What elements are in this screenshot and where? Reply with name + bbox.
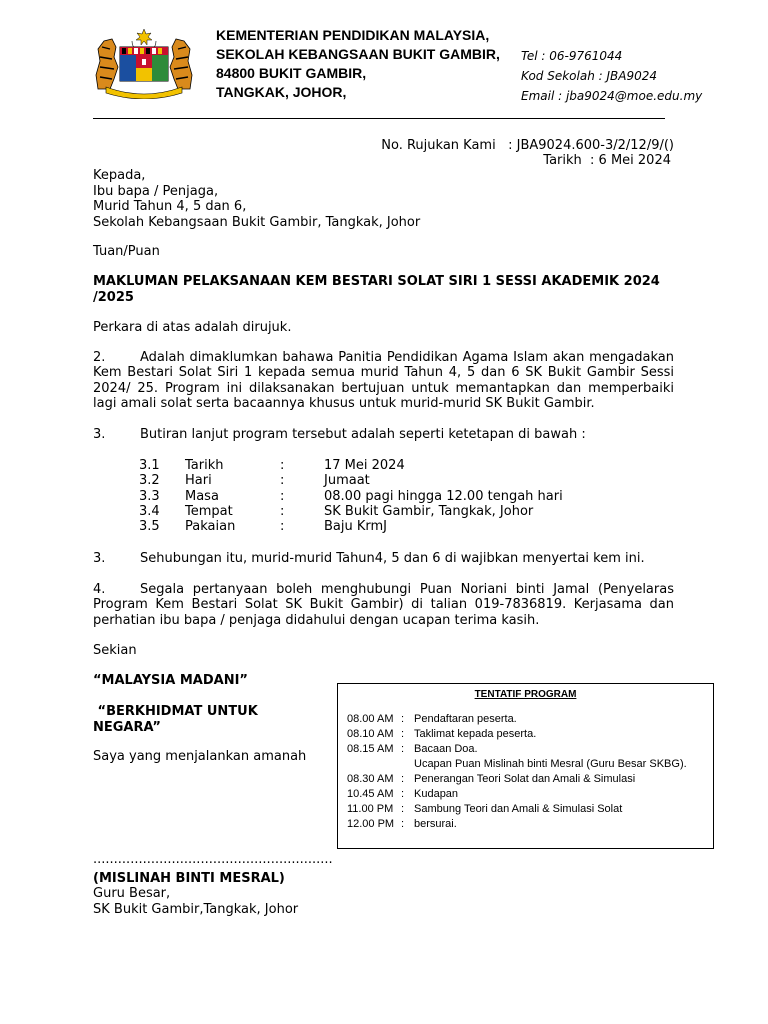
signature-line: .......................................................... xyxy=(93,852,333,867)
tentatif-row xyxy=(347,817,457,831)
paragraph-text: Butiran lanjut program tersebut adalah seperti ketetapan di bawah : xyxy=(140,427,586,442)
paragraph-number: 4. xyxy=(93,582,106,597)
tentatif-activity: Sambung Teori dan Amali & Simulasi Solat xyxy=(414,803,623,815)
recipient-address xyxy=(93,168,420,230)
tentatif-program-box xyxy=(337,683,714,849)
paragraph-3b xyxy=(93,551,674,566)
letterhead-contact xyxy=(521,46,702,106)
paragraph-number: 2. xyxy=(93,350,106,365)
signatory-title: Guru Besar, xyxy=(93,886,171,901)
detail-row xyxy=(139,504,563,519)
intro-paragraph: Perkara di atas adalah dirujuk. xyxy=(93,320,292,335)
detail-value: Jumaat xyxy=(324,473,370,489)
programme-details-table xyxy=(139,458,563,534)
detail-number: 3.5 xyxy=(139,519,160,535)
header-divider xyxy=(93,118,665,119)
detail-value: 08.00 pagi hingga 12.00 tengah hari xyxy=(324,488,563,504)
detail-row xyxy=(139,458,563,473)
tentatif-activity: bersurai. xyxy=(414,818,457,830)
detail-separator: : xyxy=(280,519,285,535)
tentatif-time: 10.45 AM xyxy=(347,788,394,800)
paragraph-number: 3. xyxy=(93,551,106,566)
signatory-school: SK Bukit Gambir,Tangkak, Johor xyxy=(93,902,299,917)
detail-number: 3.4 xyxy=(139,503,160,519)
tentatif-row xyxy=(347,742,478,756)
tentatif-time: 08.30 AM xyxy=(347,773,394,785)
detail-label: Hari xyxy=(185,473,212,489)
subject-line-2: /2025 xyxy=(93,289,134,305)
detail-row xyxy=(139,489,563,504)
detail-value: Baju KrmJ xyxy=(324,519,388,535)
reference-block xyxy=(381,138,674,168)
detail-number: 3.3 xyxy=(139,488,160,504)
recipient-line: Sekolah Kebangsaan Bukit Gambir, Tangkak, Johor xyxy=(93,214,421,230)
detail-row xyxy=(139,473,563,488)
tentatif-activity: Taklimat kepada peserta. xyxy=(414,728,537,740)
salutation: Tuan/Puan xyxy=(93,244,160,259)
tentatif-time: 08.10 AM xyxy=(347,728,394,740)
paragraph-4 xyxy=(93,582,674,628)
closing-amanah: Saya yang menjalankan amanah xyxy=(93,749,307,764)
org-line-1: KEMENTERIAN PENDIDIKAN MALAYSIA, xyxy=(216,27,490,43)
motto-line-2: NEGARA” xyxy=(93,719,161,735)
tentatif-separator: : xyxy=(401,788,405,800)
school-code: Kod Sekolah : JBA9024 xyxy=(521,69,657,83)
detail-separator: : xyxy=(280,473,285,489)
org-line-2: SEKOLAH KEBANGSAAN BUKIT GAMBIR, xyxy=(216,46,500,62)
letter-date: Tarikh : 6 Mei 2024 xyxy=(543,153,671,168)
detail-label: Tarikh xyxy=(185,458,224,473)
phone-number: Tel : 06-9761044 xyxy=(521,49,623,63)
tentatif-row xyxy=(347,712,517,726)
paragraph-text: Adalah dimaklumkan bahawa Panitia Pendidikan Agama Islam akan mengadakan Kem Bestari Solat Siri 1 kepada semua murid Tahun 4, 5 dan 6 SK Bukit Gambir Sessi 2024/ 25. Program ini dilaksanakan bertujuan untuk memantapkan dan memperbaiki lagi amali solat serta bacaannya khusus untuk murid-murid SK Bukit Gambir. xyxy=(93,350,674,411)
detail-separator: : xyxy=(280,488,285,504)
subject-line-1: MAKLUMAN PELAKSANAAN KEM BESTARI SOLAT SIRI 1 SESSI AKADEMIK 2024 xyxy=(93,274,660,289)
tentatif-activity: Bacaan Doa. xyxy=(414,743,478,755)
tentatif-separator: : xyxy=(401,743,405,755)
paragraph-number: 3. xyxy=(93,427,106,442)
tentatif-separator: : xyxy=(401,803,405,815)
motto-berkhidmat xyxy=(93,704,258,735)
recipient-line: Ibu bapa / Penjaga, xyxy=(93,183,219,199)
tentatif-row xyxy=(347,787,458,801)
detail-label: Masa xyxy=(185,488,219,504)
detail-number: 3.1 xyxy=(139,458,160,473)
motto-malaysia-madani: “MALAYSIA MADANI” xyxy=(93,673,248,688)
reference-number: No. Rujukan Kami : JBA9024.600-3/2/12/9/() xyxy=(381,138,674,153)
org-line-4: TANGKAK, JOHOR, xyxy=(216,84,347,100)
tentatif-activity: Ucapan Puan Mislinah binti Mesral (Guru Besar SKBG). xyxy=(414,758,687,770)
org-line-3: 84800 BUKIT GAMBIR, xyxy=(216,65,367,81)
paragraph-text: Segala pertanyaan boleh menghubungi Puan Noriani binti Jamal (Penyelaras Program Kem Bestari Solat SK Bukit Gambir) di talian 019-7836819. Kerjasama dan perhatian ibu bapa / penjaga didahului dengan ucapan terima kasih. xyxy=(93,582,674,628)
letter-subject xyxy=(93,274,660,305)
detail-separator: : xyxy=(280,458,285,473)
letterhead-organization xyxy=(216,26,500,102)
detail-label: Tempat xyxy=(185,503,233,519)
tentatif-activity: Penerangan Teori Solat dan Amali & Simulasi xyxy=(414,773,636,785)
tentatif-row xyxy=(347,802,622,816)
malaysia-crest-logo xyxy=(92,27,196,99)
detail-separator: : xyxy=(280,503,285,519)
tentatif-row xyxy=(347,757,687,771)
tentatif-time: 12.00 PM xyxy=(347,818,395,830)
tentatif-activity: Pendaftaran peserta. xyxy=(414,713,517,725)
tentatif-separator: : xyxy=(401,713,405,725)
tentatif-title: TENTATIF PROGRAM xyxy=(474,689,577,700)
tentatif-time: 08.00 AM xyxy=(347,713,394,725)
paragraph-text: Sehubungan itu, murid-murid Tahun4, 5 dan 6 di wajibkan menyertai kem ini. xyxy=(140,551,645,566)
email-address: Email : jba9024@moe.edu.my xyxy=(521,89,703,103)
paragraph-3 xyxy=(93,427,674,442)
recipient-line: Kepada, xyxy=(93,168,146,183)
detail-row xyxy=(139,519,563,534)
detail-value: 17 Mei 2024 xyxy=(324,458,405,473)
tentatif-separator: : xyxy=(401,728,405,740)
tentatif-activity: Kudapan xyxy=(414,788,459,800)
tentatif-row xyxy=(347,772,635,786)
signatory-name: (MISLINAH BINTI MESRAL) xyxy=(93,871,285,886)
recipient-line: Murid Tahun 4, 5 dan 6, xyxy=(93,199,247,214)
tentatif-time: 11.00 PM xyxy=(347,803,394,815)
motto-line-1: “BERKHIDMAT UNTUK xyxy=(93,704,258,719)
detail-label: Pakaian xyxy=(185,519,236,535)
paragraph-2 xyxy=(93,350,674,411)
tentatif-time: 08.15 AM xyxy=(347,743,394,755)
detail-number: 3.2 xyxy=(139,473,160,489)
tentatif-separator: : xyxy=(401,773,405,785)
tentatif-row xyxy=(347,727,536,741)
detail-value: SK Bukit Gambir, Tangkak, Johor xyxy=(324,503,534,519)
closing-sekian: Sekian xyxy=(93,643,137,658)
tentatif-separator: : xyxy=(401,818,405,830)
